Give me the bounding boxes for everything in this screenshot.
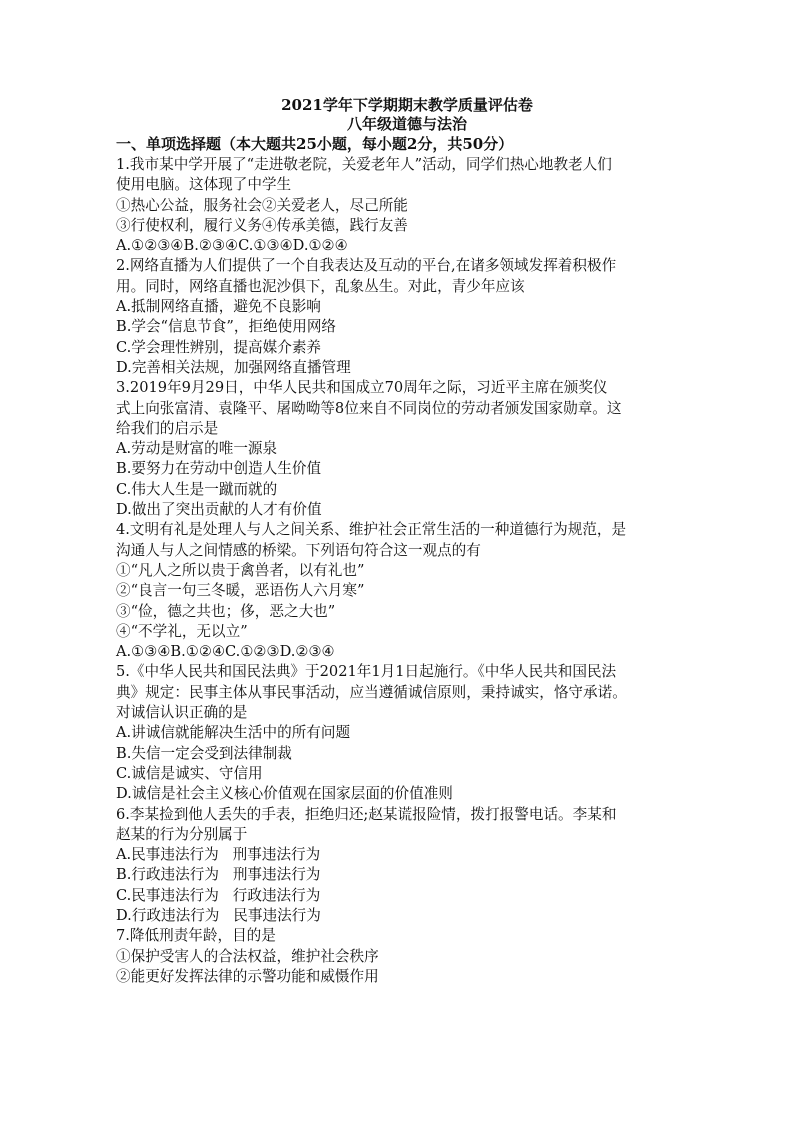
exam-title: 2021学年下学期期末教学质量评估卷 <box>281 96 533 114</box>
question-stem-line: 5.《中华人民共和国民法典》于2021年1月1日起施行。《中华人民共和国民法 <box>116 663 617 681</box>
question-stem-line: 用。同时，网络直播也泥沙俱下，乱象丛生。对此，青少年应该 <box>116 277 525 295</box>
question-item <box>116 256 694 378</box>
answer-option: C.诚信是诚实、守信用 <box>116 764 263 782</box>
answer-option: ①保护受害人的合法权益，维护社会秩序 <box>116 947 379 965</box>
answer-option: B.行政违法行为 刑事违法行为 <box>116 866 321 884</box>
answer-option: D.做出了突出贡献的人才有价值 <box>116 501 322 519</box>
answer-option: ③行使权利，履行义务④传承美德，践行友善 <box>116 216 408 234</box>
answer-option: C.民事违法行为 行政违法行为 <box>116 886 321 904</box>
question-item <box>116 662 694 804</box>
question-item <box>116 805 694 927</box>
answer-option: D.诚信是社会主义核心价值观在国家层面的价值准则 <box>116 785 453 803</box>
answer-option: ②“良言一句三冬暖，恶语伤人六月寒” <box>116 582 365 600</box>
question-stem-line: 7.降低刑责年龄，目的是 <box>116 927 276 945</box>
question-stem-line: 6.李某捡到他人丢失的手表，拒绝归还;赵某谎报险情，拨打报警电话。李某和 <box>116 805 617 823</box>
answer-option: A.劳动是财富的唯一源泉 <box>116 440 278 458</box>
answer-option: A.讲诚信就能解决生活中的所有问题 <box>116 724 351 742</box>
answer-option: A.民事违法行为 刑事违法行为 <box>116 846 321 864</box>
answer-option: A.①②③④B.②③④C.①③④D.①②④ <box>116 237 348 255</box>
answer-option: C.伟大人生是一蹴而就的 <box>116 480 278 498</box>
question-item <box>116 378 694 520</box>
section-header: 一、单项选择题（本大题共25小题，每小题2分，共50分） <box>116 135 514 153</box>
question-item <box>116 155 694 256</box>
answer-option: A.①③④B.①②④C.①②③D.②③④ <box>116 643 335 661</box>
question-stem-line: 赵某的行为分别属于 <box>116 825 248 843</box>
answer-option: C.学会理性辨别，提高媒介素养 <box>116 338 322 356</box>
question-stem-line: 沟通人与人之间情感的桥梁。下列语句符合这一观点的有 <box>116 541 481 559</box>
question-item <box>116 520 694 662</box>
question-stem-line: 式上向张富清、袁隆平、屠呦呦等8位来自不同岗位的劳动者颁发国家勋章。这 <box>116 399 622 417</box>
question-stem-line: 1.我市某中学开展了“走进敬老院，关爱老年人”活动，同学们热心地教老人们 <box>116 156 612 173</box>
answer-option: B.要努力在劳动中创造人生价值 <box>116 460 322 478</box>
exam-content <box>116 96 694 987</box>
question-list <box>116 155 694 987</box>
question-stem-line: 4.文明有礼是处理人与人之间关系、维护社会正常生活的一种道德行为规范，是 <box>116 521 627 539</box>
question-stem-line: 典》规定：民事主体从事民事活动，应当遵循诚信原则，秉持诚实，恪守承诺。 <box>116 683 627 701</box>
question-stem-line: 使用电脑。这体现了中学生 <box>116 176 292 194</box>
question-stem-line: 给我们的启示是 <box>116 419 219 437</box>
answer-option: B.失信一定会受到法律制裁 <box>116 744 292 762</box>
question-stem-line: 对诚信认识正确的是 <box>116 704 248 722</box>
answer-option: ②能更好发挥法律的示警功能和威慑作用 <box>116 967 379 985</box>
answer-option: D.行政违法行为 民事违法行为 <box>116 906 321 924</box>
answer-option: ④“不学礼，无以立” <box>116 622 248 640</box>
answer-option: B.学会“信息节食”，拒绝使用网络 <box>116 318 337 336</box>
answer-option: ③“俭，德之共也；侈，恶之大也” <box>116 602 336 620</box>
question-stem-line: 3.2019年9月29日，中华人民共和国成立70周年之际，习近平主席在颁奖仪 <box>116 379 608 397</box>
answer-option: A.抵制网络直播，避免不良影响 <box>116 298 321 316</box>
question-stem-line: 2.网络直播为人们提供了一个自我表达及互动的平台,在诸多领域发挥着积极作 <box>116 257 617 275</box>
answer-option: ①热心公益，服务社会②关爱老人，尽己所能 <box>116 196 408 214</box>
answer-option: D.完善相关法规，加强网络直播管理 <box>116 358 351 376</box>
question-item <box>116 926 694 987</box>
exam-subtitle: 八年级道德与法治 <box>346 115 467 133</box>
answer-option: ①“凡人之所以贵于禽兽者，以有礼也” <box>116 561 365 579</box>
